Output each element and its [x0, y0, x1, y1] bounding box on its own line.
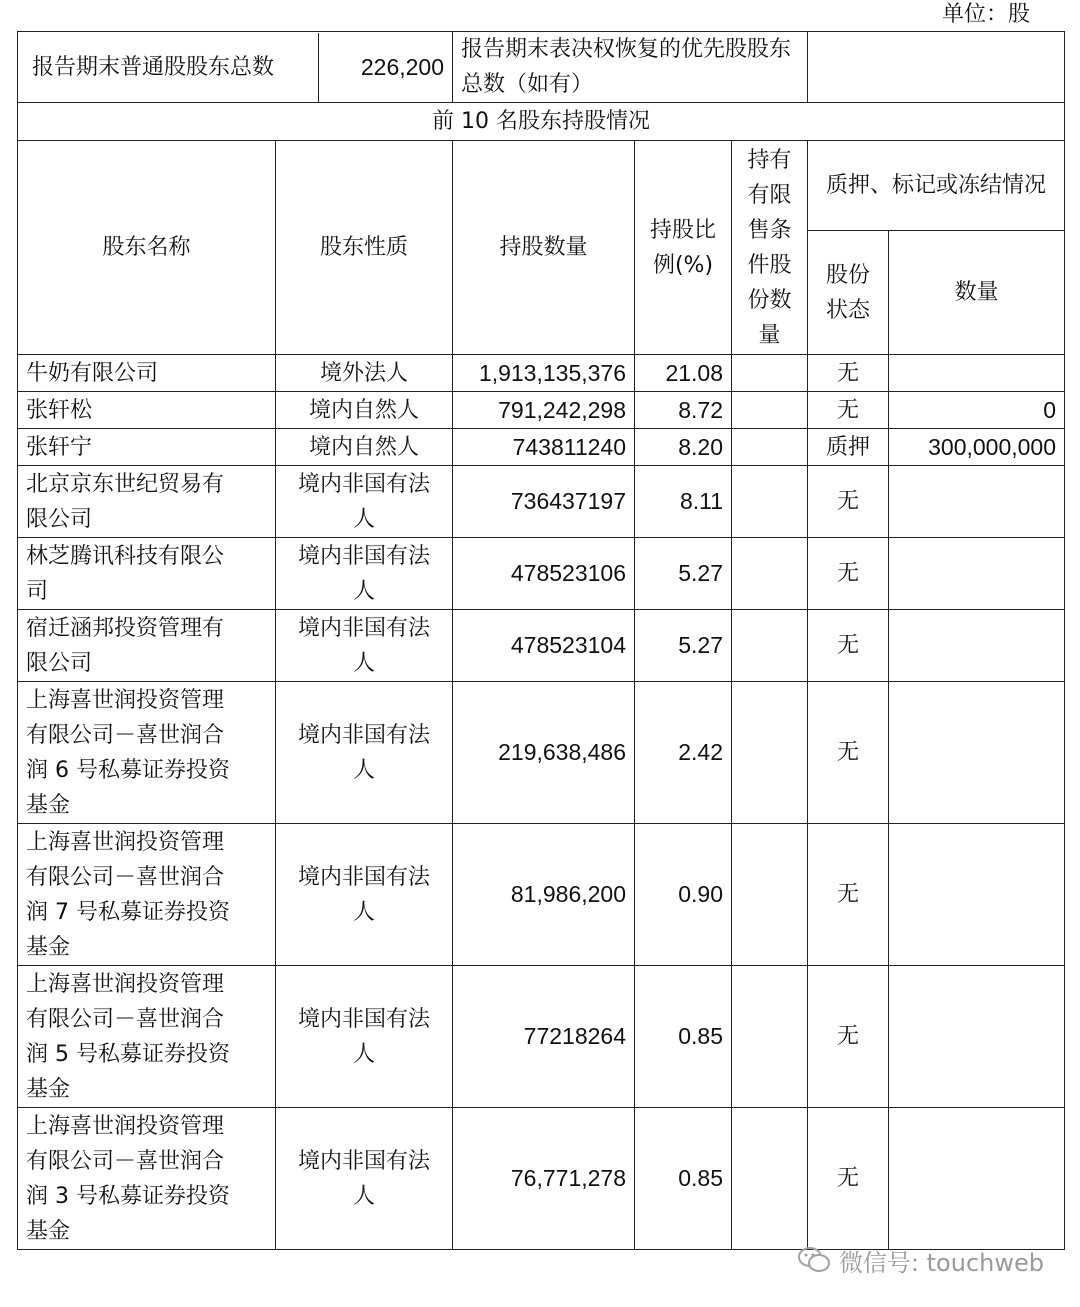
holding-ratio: 5.27 — [635, 538, 732, 610]
pledge-status: 无 — [808, 610, 889, 682]
pledge-quantity — [889, 466, 1065, 538]
shareholder-nature: 境内非国有法 人 — [276, 610, 453, 682]
holding-ratio: 2.42 — [635, 682, 732, 824]
shares-held: 76,771,278 — [453, 1108, 635, 1250]
header-restricted-line: 有限 — [747, 182, 792, 208]
table-row — [18, 429, 1065, 466]
table-row — [18, 355, 1065, 392]
pledge-status: 无 — [808, 466, 889, 538]
header-restricted-line: 售条 — [747, 217, 792, 243]
shares-held: 743811240 — [453, 429, 635, 466]
table-row — [18, 466, 1065, 538]
restricted-shares — [732, 355, 808, 392]
pledge-quantity — [889, 966, 1065, 1108]
shares-held: 791,242,298 — [453, 392, 635, 429]
header-ratio: 持股比 例(%) — [635, 141, 732, 355]
table-row — [18, 824, 1065, 966]
holding-ratio: 8.20 — [635, 429, 732, 466]
table-row — [18, 1108, 1065, 1250]
header-nature: 股东性质 — [276, 141, 453, 355]
pledge-status: 无 — [808, 966, 889, 1108]
shareholder-nature: 境内非国有法 人 — [276, 538, 453, 610]
shareholder-nature: 境外法人 — [276, 355, 453, 392]
holding-ratio: 8.11 — [635, 466, 732, 538]
header-restricted — [732, 141, 808, 355]
pledge-quantity: 300,000,000 — [889, 429, 1065, 466]
header-restricted-line: 份数 — [747, 287, 792, 313]
shareholder-name: 牛奶有限公司 — [18, 355, 276, 392]
pledge-status: 无 — [808, 355, 889, 392]
table-row — [18, 538, 1065, 610]
pledge-quantity — [889, 824, 1065, 966]
shareholder-name: 上海喜世润投资管理 有限公司－喜世润合 润 5 号私募证券投资 基金 — [18, 966, 276, 1108]
shareholder-nature: 境内非国有法 人 — [276, 824, 453, 966]
restricted-shares — [732, 1108, 808, 1250]
shareholder-nature: 境内非国有法 人 — [276, 1108, 453, 1250]
shareholder-name: 北京京东世纪贸易有 限公司 — [18, 466, 276, 538]
preferred-shareholders-value — [808, 32, 1065, 103]
header-restricted-line: 持有 — [747, 147, 792, 173]
shareholder-name: 张轩松 — [18, 392, 276, 429]
shareholder-nature: 境内非国有法 人 — [276, 682, 453, 824]
restricted-shares — [732, 538, 808, 610]
restricted-shares — [732, 682, 808, 824]
pledge-status: 质押 — [808, 429, 889, 466]
common-shareholders-value: 226,200 — [360, 53, 445, 80]
shareholder-name: 林芝腾讯科技有限公 司 — [18, 538, 276, 610]
holding-ratio: 0.85 — [635, 966, 732, 1108]
pledge-quantity: 0 — [889, 392, 1065, 429]
shares-held: 1,913,135,376 — [453, 355, 635, 392]
shareholder-nature: 境内非国有法 人 — [276, 466, 453, 538]
section-title: 前 10 名股东持股情况 — [18, 103, 1065, 141]
holding-ratio: 5.27 — [635, 610, 732, 682]
pledge-quantity — [889, 538, 1065, 610]
shares-held: 77218264 — [453, 966, 635, 1108]
pledge-status: 无 — [808, 824, 889, 966]
shareholder-name: 上海喜世润投资管理 有限公司－喜世润合 润 3 号私募证券投资 基金 — [18, 1108, 276, 1250]
restricted-shares — [732, 392, 808, 429]
pledge-quantity — [889, 682, 1065, 824]
wechat-icon — [797, 1245, 831, 1275]
unit-label: 单位：股 — [941, 2, 1030, 27]
table-row — [18, 610, 1065, 682]
shareholder-nature: 境内自然人 — [276, 392, 453, 429]
shareholder-table — [17, 31, 1065, 1250]
pledge-quantity — [889, 1108, 1065, 1250]
header-restricted-line: 量 — [758, 322, 781, 348]
shareholder-name: 上海喜世润投资管理 有限公司－喜世润合 润 6 号私募证券投资 基金 — [18, 682, 276, 824]
holding-ratio: 21.08 — [635, 355, 732, 392]
pledge-status: 无 — [808, 1108, 889, 1250]
watermark-text: 微信号: touchweb — [838, 1248, 1044, 1277]
header-pledge-qty: 数量 — [889, 231, 1065, 355]
header-restricted-line: 件股 — [747, 252, 792, 278]
header-shares: 持股数量 — [453, 141, 635, 355]
shareholder-nature: 境内自然人 — [276, 429, 453, 466]
shares-held: 478523104 — [453, 610, 635, 682]
restricted-shares — [732, 824, 808, 966]
shares-held: 736437197 — [453, 466, 635, 538]
table-row — [18, 682, 1065, 824]
pledge-quantity — [889, 610, 1065, 682]
holding-ratio: 8.72 — [635, 392, 732, 429]
pledge-quantity — [889, 355, 1065, 392]
watermark — [797, 1240, 1044, 1280]
pledge-status: 无 — [808, 538, 889, 610]
shares-held: 478523106 — [453, 538, 635, 610]
shareholder-name: 上海喜世润投资管理 有限公司－喜世润合 润 7 号私募证券投资 基金 — [18, 824, 276, 966]
table-row — [18, 966, 1065, 1108]
shares-held: 219,638,486 — [453, 682, 635, 824]
shares-held: 81,986,200 — [453, 824, 635, 966]
header-pledge-status: 股份 状态 — [808, 231, 889, 355]
restricted-shares — [732, 610, 808, 682]
summary-row — [18, 32, 1065, 103]
restricted-shares — [732, 966, 808, 1108]
common-shareholders-label: 报告期末普通股股东总数 — [32, 33, 319, 102]
restricted-shares — [732, 466, 808, 538]
shareholder-nature: 境内非国有法 人 — [276, 966, 453, 1108]
shareholder-name: 宿迁涵邦投资管理有 限公司 — [18, 610, 276, 682]
header-pledge-group: 质押、标记或冻结情况 — [808, 141, 1065, 231]
table-row — [18, 392, 1065, 429]
holding-ratio: 0.85 — [635, 1108, 732, 1250]
header-name: 股东名称 — [18, 141, 276, 355]
preferred-shareholders-label: 报告期末表决权恢复的优先股股东 总数（如有） — [453, 32, 808, 103]
restricted-shares — [732, 429, 808, 466]
shareholder-name: 张轩宁 — [18, 429, 276, 466]
pledge-status: 无 — [808, 682, 889, 824]
pledge-status: 无 — [808, 392, 889, 429]
holding-ratio: 0.90 — [635, 824, 732, 966]
